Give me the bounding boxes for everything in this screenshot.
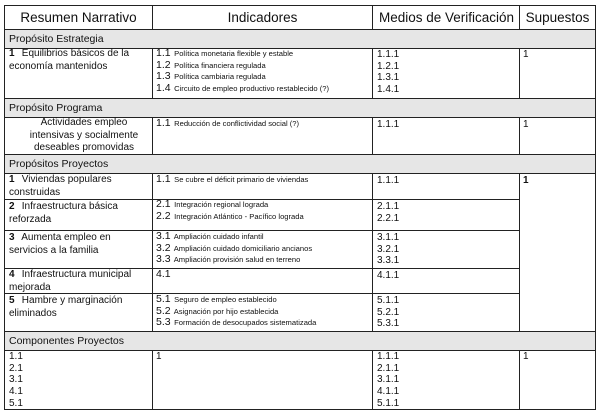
verification-code: 5.3.1 [377,318,400,330]
verification-code: 1.1.1 [377,119,400,130]
indicator-number: 1.2 [156,58,171,71]
narrative-number: 4 [9,269,15,280]
component-item: 1.1 [9,351,23,362]
narrative-text: Hambre y marginación eliminados [9,295,123,319]
component-item: 5.1 [9,397,23,409]
section-header-componentes: Componentes Proyectos [5,332,595,350]
indicator-number: 5.1 [156,293,171,305]
indicator-text: Formación de desocupados sistematizada [174,318,317,327]
narrative-proyecto-4 [9,269,149,294]
verification-code: 5.1.1 [377,397,400,409]
logframe-table [4,5,596,410]
indicator-number: 3.2 [156,241,171,254]
indicator-number: 5.3 [156,316,171,328]
assumption-proyectos: 1 [523,175,529,186]
verification-code: 2.1.1 [377,201,400,212]
narrative-text: Viviendas populares construidas [9,174,112,198]
narrative-proyecto-3 [9,232,149,257]
indicator-text: Seguro de empleo establecido [174,295,277,304]
indicator-number: 3.3 [156,253,171,265]
verification-code: 5.2.1 [377,306,400,318]
assumption-componentes: 1 [523,351,529,362]
verification-code: 1.1.1 [377,351,400,362]
header-indicadores: Indicadores [152,6,373,30]
narrative-number: 1 [9,174,15,185]
indicator-number: 1.1 [156,117,171,129]
assumption-estrategia: 1 [523,49,529,60]
narrative-proyecto-2 [9,201,149,226]
verifications-componentes [377,351,399,410]
narrative-text: Infraestructura municipal mejorada [9,269,132,293]
narrative-programa: Actividades empleo intensivas y socialmente deseables promovidas [29,117,139,153]
verification-code: 1.1.1 [377,49,400,60]
indicator-number: 1.1 [156,47,171,59]
indicator-componentes: 1 [156,351,162,362]
indicator-text: Integración Atlántico - Pacífico lograda [174,211,304,221]
component-item: 3.1 [9,374,23,386]
assumption-programa: 1 [523,119,529,130]
section-header-proyectos: Propósitos Proyectos [5,155,595,173]
narrative-proyecto-5 [9,295,149,320]
indicator-text: Política financiera regulada [174,60,266,70]
indicator-text: Ampliación cuidado domiciliario ancianos [173,243,313,253]
indicator-number: 1.1 [156,173,171,185]
component-item: 4.1 [9,386,23,398]
indicators-proyecto-5 [156,294,370,329]
narrative-number: 2 [9,201,15,212]
indicator-text: Circuito de empleo productivo restablecido (?) [174,83,330,93]
indicators-proyecto-2 [156,199,370,222]
indicator-text: Se cubre el déficit primario de viviendas [174,175,309,184]
narrative-text: Equilibrios básicos de la economía mantenidos [9,48,130,72]
narrative-number: 3 [9,232,15,243]
section-header-programa: Propósito Programa [5,99,595,117]
indicator-text: Asignación por hijo establecida [173,306,279,316]
verification-code: 3.3.1 [377,255,400,267]
narrative-number: 5 [9,295,15,306]
verification-code: 1.1.1 [377,175,400,186]
verification-code: 4.1.1 [377,386,400,398]
indicator-number: 3.1 [156,230,171,242]
indicator-text: Política cambiaria regulada [174,72,266,81]
section-header-estrategia: Propósito Estrategia [5,30,595,48]
indicators-proyecto-1 [156,174,370,186]
header-resumen-narrativo: Resumen Narrativo [5,6,152,30]
divider [5,350,595,351]
verification-code: 3.1.1 [377,374,400,386]
verification-code: 3.1.1 [377,232,400,243]
indicators-proyecto-4 [156,269,370,281]
verifications-proyecto-5 [377,295,399,330]
verifications-proyecto-3 [377,232,399,267]
header-supuestos: Supuestos [520,6,595,30]
narrative-number: 1 [9,48,15,59]
indicator-text: Integración regional lograda [174,200,269,209]
indicator-text: Ampliación provisión salud en terreno [173,255,301,264]
verification-code: 2.1.1 [377,362,400,374]
verification-code: 1.4.1 [377,84,400,96]
indicator-number: 1.4 [156,81,171,94]
narrative-text: Aumenta empleo en servicios a la familia [9,232,111,256]
indicator-number: 4.1 [156,268,171,280]
verification-code: 4.1.1 [377,270,400,281]
verification-code: 1.3.1 [377,72,400,84]
verifications-estrategia [377,49,399,96]
narrative-componentes [9,351,23,410]
verification-code: 2.2.1 [377,212,400,224]
narrative-estrategia [9,48,149,73]
indicator-text: Política monetaria flexible y estable [174,49,294,58]
indicator-text: Ampliación cuidado infantil [173,232,264,241]
indicator-number: 5.2 [156,304,171,317]
header-medios-verificacion: Medios de Verificación [373,6,520,30]
indicators-programa [156,118,370,130]
indicator-number: 2.2 [156,209,171,222]
indicators-proyecto-3 [156,231,370,266]
narrative-proyecto-1 [9,174,149,199]
verifications-proyecto-2 [377,201,399,224]
indicator-number: 1.3 [156,70,171,82]
verification-code: 3.2.1 [377,243,400,255]
narrative-text: Infraestructura básica reforzada [9,201,118,225]
component-item: 2.1 [9,362,23,374]
verification-code: 1.2.1 [377,60,400,72]
verification-code: 5.1.1 [377,295,400,306]
indicators-estrategia [156,48,370,94]
indicator-text: Reducción de conflictividad social (?) [174,119,300,128]
indicator-number: 2.1 [156,198,171,210]
